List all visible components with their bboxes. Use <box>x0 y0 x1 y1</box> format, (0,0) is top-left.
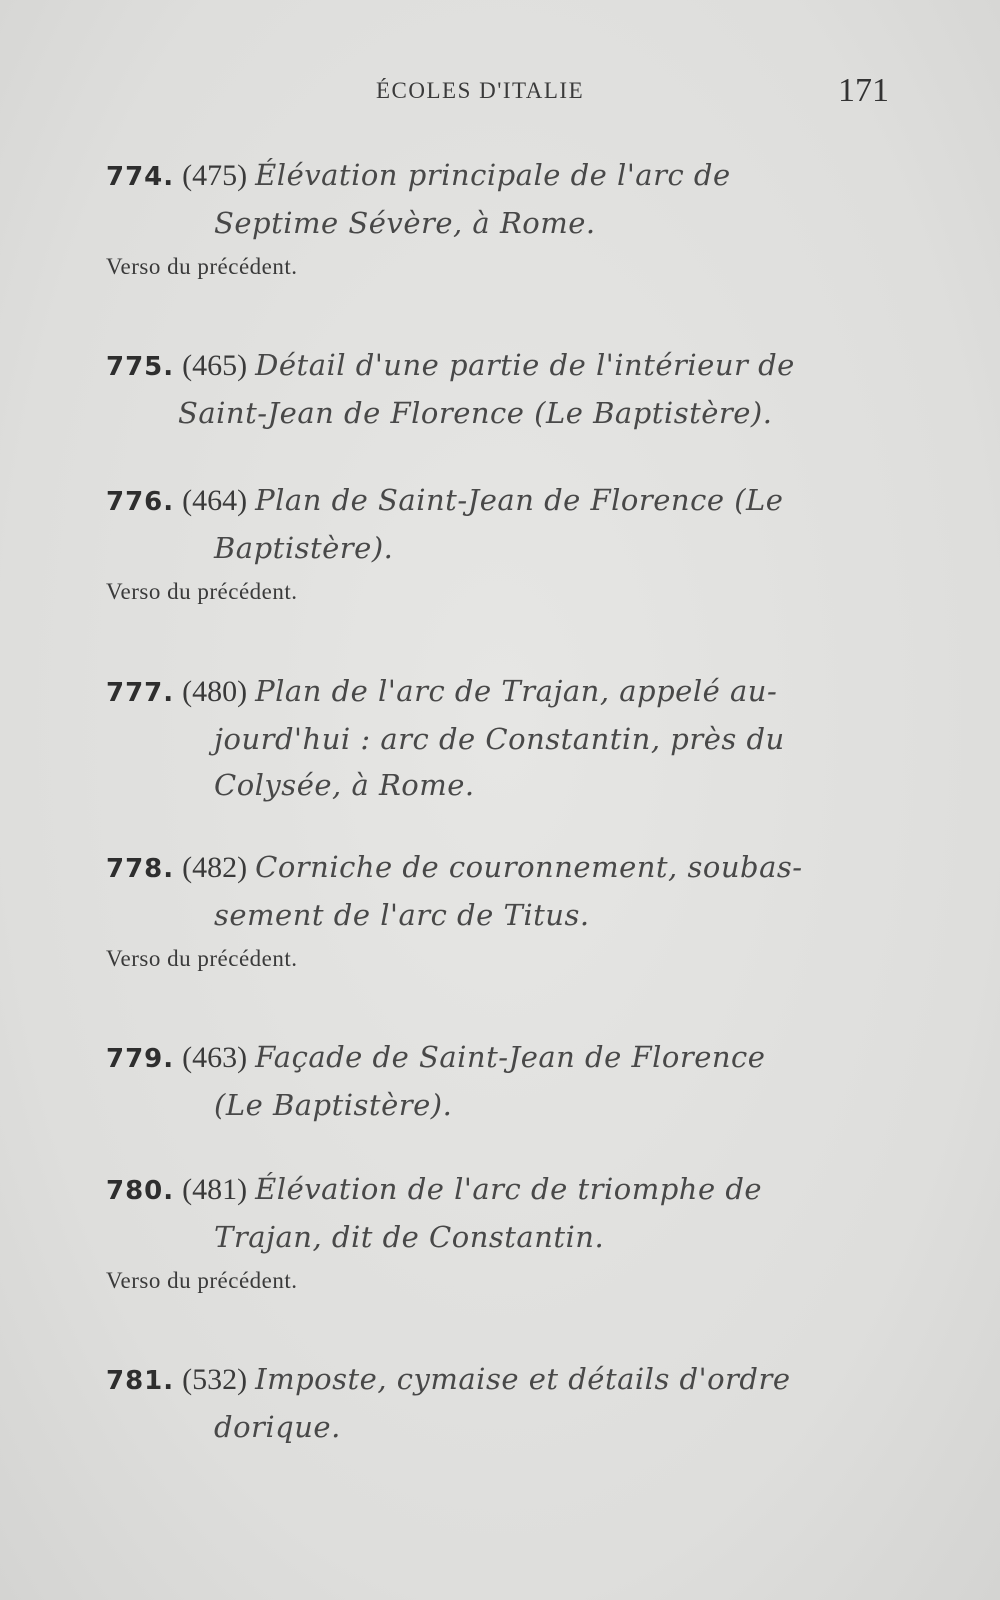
entry-title-continuation: Baptistère). <box>214 531 394 565</box>
entry-title-continuation: sement de l'arc de Titus. <box>214 898 590 932</box>
entry-note: Verso du précédent. <box>106 946 298 971</box>
entry-number: 778. <box>106 854 175 884</box>
entry-title-line <box>106 1356 892 1404</box>
catalog-entry <box>106 1356 892 1450</box>
entry-title-line <box>106 668 892 716</box>
entry-number: 781. <box>106 1366 175 1396</box>
entry-title: Élévation principale de l'arc de <box>255 158 731 192</box>
entry-title-continuation: Trajan, dit de Constantin. <box>214 1220 605 1254</box>
entry-reference: (481) <box>182 1173 248 1206</box>
entry-title-continuation: dorique. <box>214 1410 341 1444</box>
entry-reference: (475) <box>182 159 248 192</box>
catalog-entry <box>106 844 892 972</box>
catalog-entry <box>106 1166 892 1294</box>
entry-title: Détail d'une partie de l'intérieur de <box>255 348 795 382</box>
catalog-entry <box>106 1034 892 1128</box>
entry-number: 774. <box>106 162 175 192</box>
catalog-entry <box>106 668 892 808</box>
entry-title-line <box>106 477 892 525</box>
entry-reference: (465) <box>182 349 248 382</box>
catalog-entry <box>106 477 892 605</box>
entry-number: 776. <box>106 487 175 517</box>
entry-note: Verso du précédent. <box>106 579 298 604</box>
entry-note: Verso du précédent. <box>106 254 298 279</box>
entry-title-line <box>106 844 892 892</box>
entry-title-continuation: Septime Sévère, à Rome. <box>214 206 596 240</box>
entry-reference: (480) <box>182 675 248 708</box>
entry-title-line <box>106 1166 892 1214</box>
entry-title-line <box>106 152 892 200</box>
entry-reference: (532) <box>182 1363 248 1396</box>
entry-title: Corniche de couronnement, soubas- <box>255 850 803 884</box>
running-head: ÉCOLES D'ITALIE <box>376 78 585 103</box>
entry-reference: (464) <box>182 484 248 517</box>
entry-title: Imposte, cymaise et détails d'ordre <box>255 1362 791 1396</box>
catalog-entry <box>106 152 892 280</box>
entry-title: Élévation de l'arc de triomphe de <box>255 1172 763 1206</box>
entry-title-line <box>106 342 892 390</box>
entry-number: 780. <box>106 1176 175 1206</box>
entry-title: Plan de l'arc de Trajan, appelé au- <box>255 674 778 708</box>
entry-title-continuation: Saint-Jean de Florence (Le Baptistère). <box>178 396 773 430</box>
entry-number: 779. <box>106 1044 175 1074</box>
entry-number: 777. <box>106 678 175 708</box>
entry-title: Façade de Saint-Jean de Florence <box>255 1040 766 1074</box>
entry-number: 775. <box>106 352 175 382</box>
page-number: 171 <box>838 72 889 109</box>
entry-reference: (463) <box>182 1041 248 1074</box>
entry-title-continuation: jourd'hui : arc de Constantin, près du <box>214 722 785 756</box>
entry-title-line <box>106 1034 892 1082</box>
entry-reference: (482) <box>182 851 248 884</box>
catalog-entry <box>106 342 892 436</box>
entry-note: Verso du précédent. <box>106 1268 298 1293</box>
entry-title-continuation: Colysée, à Rome. <box>214 768 475 802</box>
entry-title-continuation: (Le Baptistère). <box>214 1088 453 1122</box>
entry-title: Plan de Saint-Jean de Florence (Le <box>255 483 784 517</box>
